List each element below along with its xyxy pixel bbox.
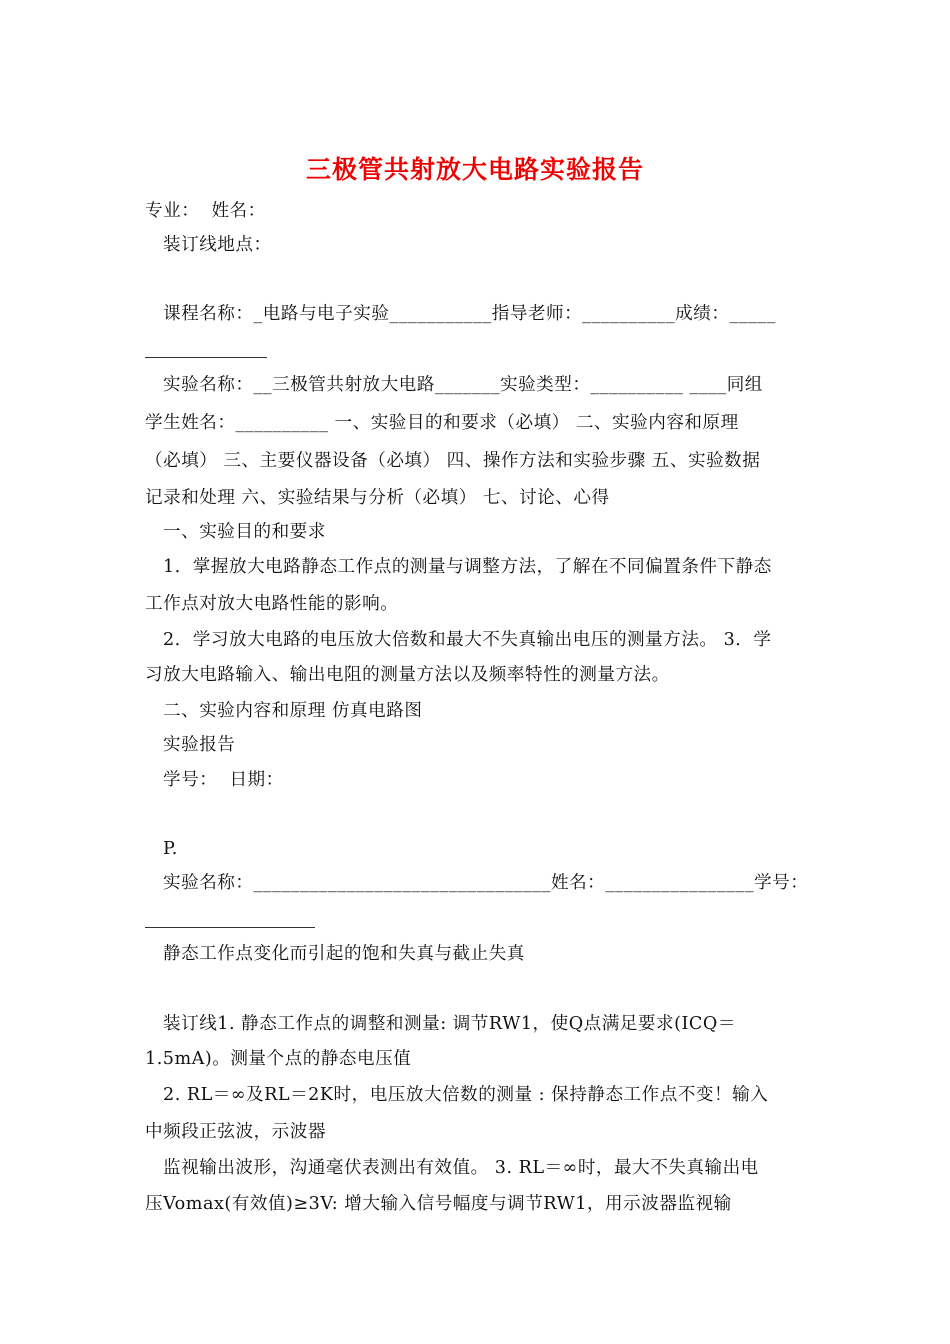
student-name-line: 学生姓名：__________ 一、实验目的和要求（必填） 二、实验内容和原理	[145, 413, 739, 433]
objective-2-line-1: 2．学习放大电路的电压放大倍数和最大不失真输出电压的测量方法。 3．学	[163, 630, 772, 650]
step-2-line-1: 2. RL＝∞及RL＝2K时，电压放大倍数的测量 : 保持静态工作点不变！输入	[163, 1085, 769, 1105]
step-1-line-1: 装订线1. 静态工作点的调整和测量: 调节RW1，使Q点满足要求(ICQ＝	[163, 1014, 736, 1034]
distortion-caption: 静态工作点变化而引起的饱和失真与截止失真	[163, 944, 525, 964]
step-1-line-2: 1.5mA)。测量个点的静态电压值	[145, 1049, 412, 1069]
sections-line-1: （必填） 三、主要仪器设备（必填） 四、操作方法和实验步骤 五、实验数据	[145, 451, 761, 471]
objective-2-line-2: 习放大电路输入、输出电阻的测量方法以及频率特性的测量方法。	[145, 665, 670, 685]
objective-1-line-2: 工作点对放大电路性能的影响。	[145, 594, 399, 614]
document-title: 三极管共射放大电路实验报告	[305, 155, 644, 184]
section-heading-content: 二、实验内容和原理 仿真电路图	[163, 701, 423, 721]
grade-continuation-rule	[145, 357, 267, 358]
step-3-line-2: 压Vomax(有效值)≥3V: 增大输入信号幅度与调节RW1，用示波器监视输	[145, 1194, 732, 1214]
binding-line-location: 装订线地点：	[163, 235, 272, 255]
page-marker: P.	[163, 839, 178, 859]
student-id-date-line: 学号： 日期：	[163, 770, 284, 790]
objective-1-line-1: 1．掌握放大电路静态工作点的测量与调整方法，了解在不同偏置条件下静态	[163, 557, 772, 577]
sections-line-2: 记录和处理 六、实验结果与分析（必填） 七、讨论、心得	[145, 488, 610, 508]
experiment-name-line-2: 实验名称：________________________________姓名：________________学号：	[163, 873, 809, 893]
student-id-continuation-rule	[145, 927, 315, 928]
major-name-line: 专业： 姓名：	[145, 201, 266, 221]
step-2-line-2: 中频段正弦波，示波器	[145, 1122, 326, 1142]
experiment-name-line: 实验名称：__三极管共射放大电路_______实验类型：__________ ____同组	[163, 375, 763, 395]
course-name-line: 课程名称：_电路与电子实验___________指导老师：__________成绩：_____	[163, 304, 776, 324]
report-label: 实验报告	[163, 735, 236, 755]
section-heading-objectives: 一、实验目的和要求	[163, 522, 326, 542]
step-3-line-1: 监视输出波形，沟通毫伏表测出有效值。 3. RL＝∞时，最大不失真输出电	[163, 1158, 759, 1178]
